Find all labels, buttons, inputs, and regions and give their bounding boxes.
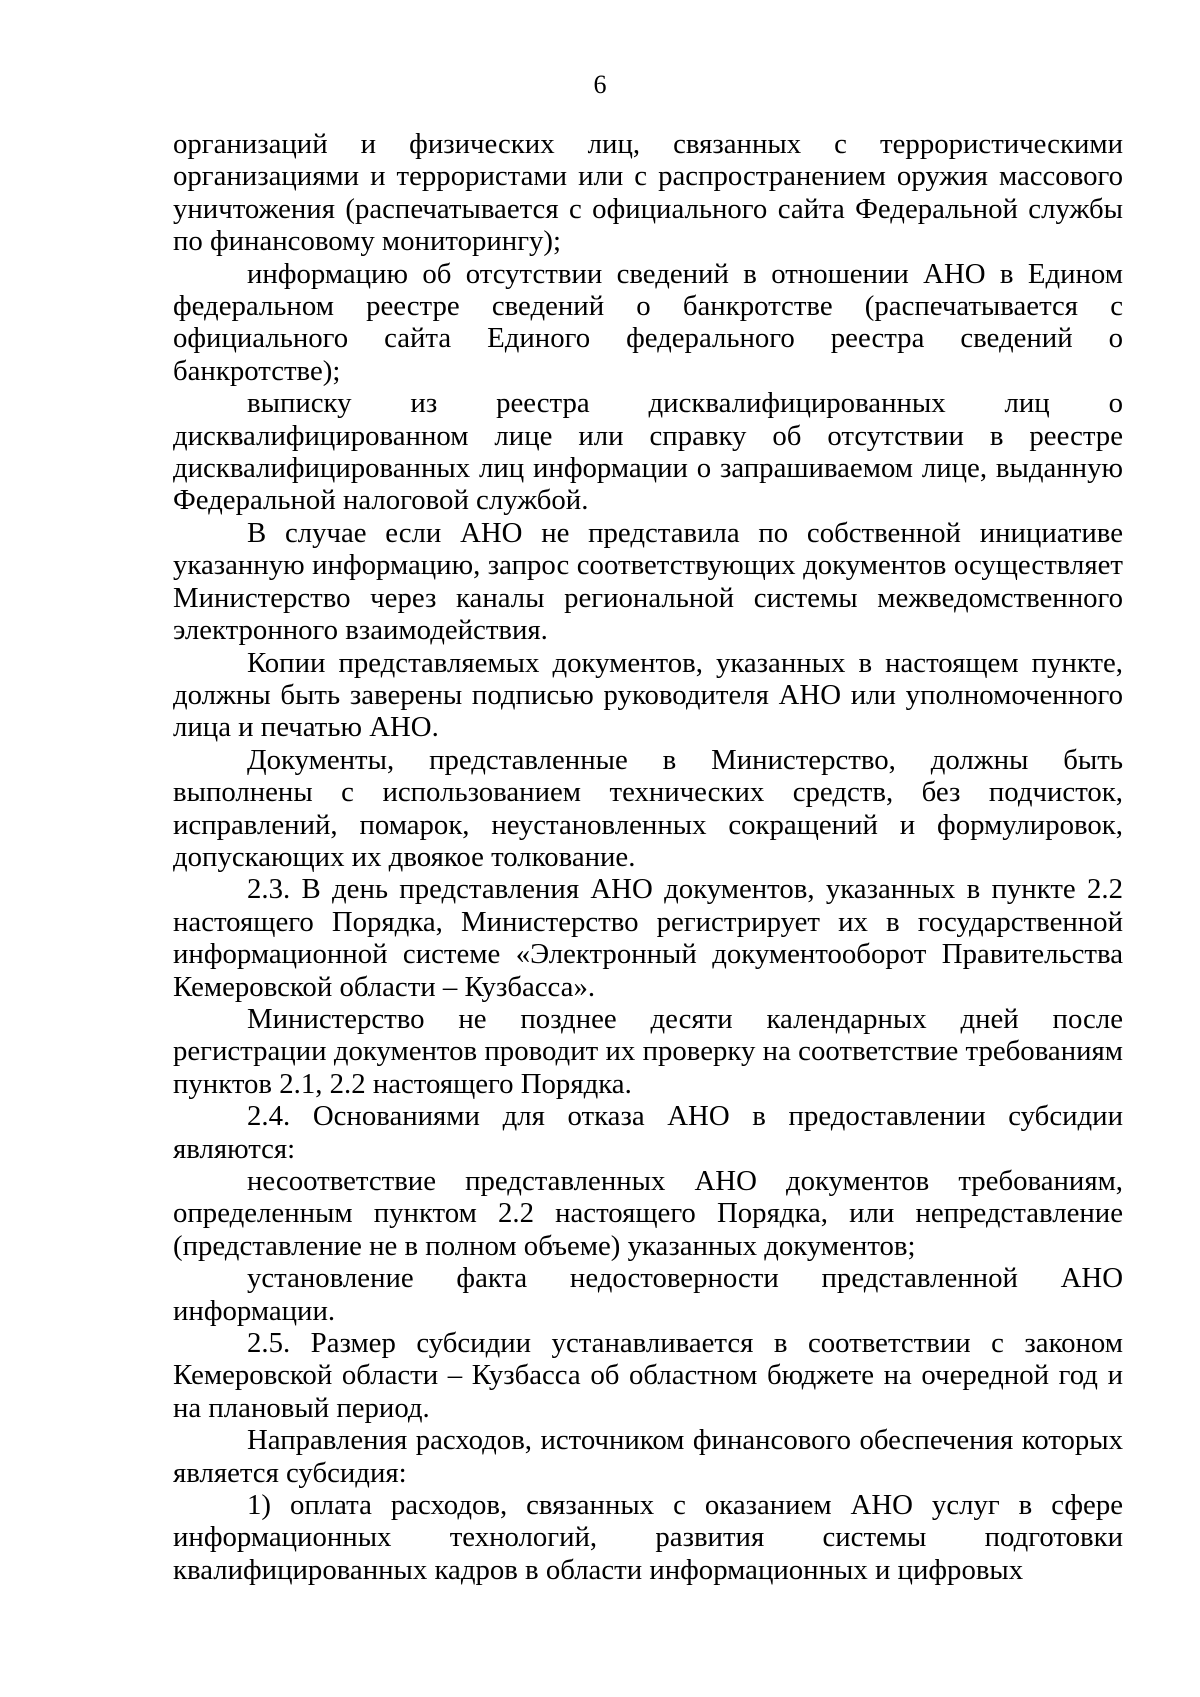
paragraph-section-2-5: 2.5. Размер субсидии устанавливается в соответствии с законом Кемеровской области – Кузбасса об областном бюджете на очередной год и на плановый период. (173, 1327, 1123, 1424)
paragraph-bankruptcy-info: информацию об отсутствии сведений в отношении АНО в Едином федеральном реестре сведений о банкротстве (распечатывается с официального сайта Единого федерального реестра сведений о банкротстве); (173, 257, 1123, 387)
document-body (173, 128, 1123, 1586)
paragraph-continuation: организаций и физических лиц, связанных с террористическими организациями и террористами или с распространением оружия массового уничтожения (распечатывается с официального сайта Федеральной службы по финансовому мониторингу); (173, 128, 1123, 258)
paragraph-disqualified-registry: выписку из реестра дисквалифицированных лиц о дисквалифицированном лице или справку об отсутствии в реестре дисквалифицированных лиц информации о запрашиваемом лице, выданную Федеральной налоговой службой. (173, 387, 1123, 517)
paragraph-section-2-4: 2.4. Основаниями для отказа АНО в предоставлении субсидии являются: (173, 1100, 1123, 1165)
paragraph-section-2-3: 2.3. В день представления АНО документов, указанных в пункте 2.2 настоящего Порядка, Министерство регистрирует их в государственной информационной системе «Электронный документооборот Правительства Кемеровской области – Кузбасса». (173, 873, 1123, 1003)
paragraph-documents-requirements: Документы, представленные в Министерство, должны быть выполнены с использованием технических средств, без подчисток, исправлений, помарок, неустановленных сокращений и формулировок, допускающих их двоякое толкование. (173, 743, 1123, 873)
paragraph-verification-deadline: Министерство не позднее десяти календарных дней после регистрации документов проводит их проверку на соответствие требованиям пунктов 2.1, 2.2 настоящего Порядка. (173, 1002, 1123, 1100)
paragraph-unreliable-info: установление факта недостоверности представленной АНО информации. (173, 1262, 1123, 1327)
paragraph-noncompliance: несоответствие представленных АНО документов требованиям, определенным пунктом 2.2 настоящего Порядка, или непредставление (представление не в полном объеме) указанных документов; (173, 1165, 1123, 1262)
paragraph-interagency-request: В случае если АНО не представила по собственной инициативе указанную информацию, запрос соответствующих документов осуществляет Министерство через каналы региональной системы межведомственного электронного взаимодействия. (173, 516, 1123, 647)
page-number: 6 (593, 70, 607, 99)
paragraph-copies-certification: Копии представляемых документов, указанных в настоящем пункте, должны быть заверены подписью руководителя АНО или уполномоченного лица и печатью АНО. (173, 646, 1123, 744)
paragraph-expense-directions: Направления расходов, источником финансового обеспечения которых является субсидия: (173, 1424, 1123, 1489)
paragraph-item-1: 1) оплата расходов, связанных с оказанием АНО услуг в сфере информационных технологий, развития системы подготовки квалифицированных кадров в области информационных и цифровых (173, 1489, 1123, 1586)
